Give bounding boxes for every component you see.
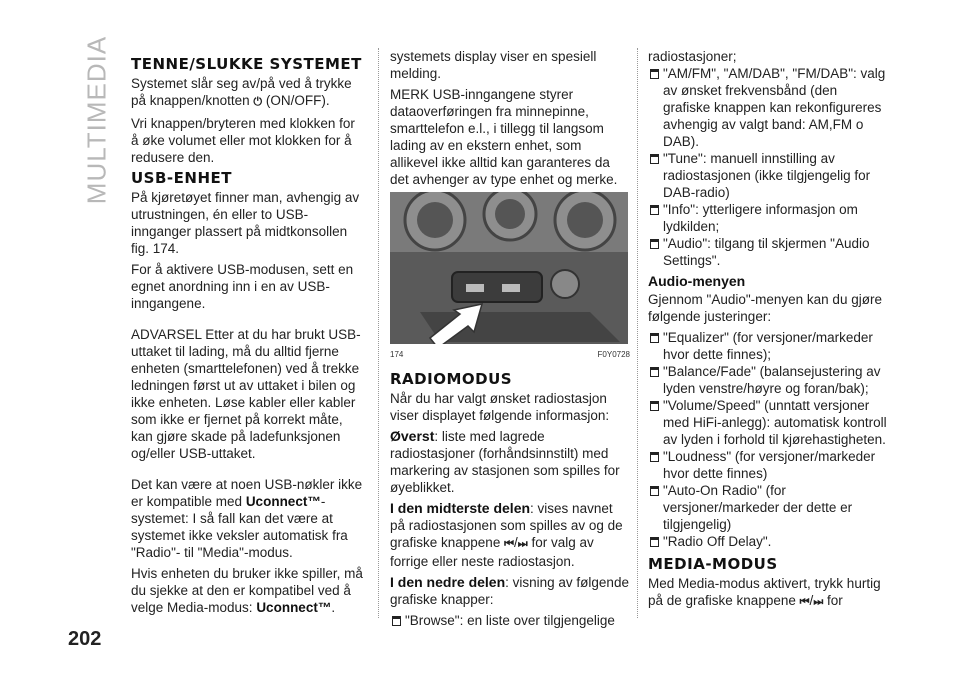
bullet-item: "Audio": tilgang til skjermen "Audio Settings". bbox=[648, 235, 888, 269]
figure-code: F0Y0728 bbox=[597, 350, 630, 359]
column-1 bbox=[131, 56, 366, 620]
paragraph: For å aktivere USB-modusen, sett en egnet anordning inn i en av USB-inngangene. bbox=[131, 262, 354, 311]
paragraph: Gjennom "Audio"-menyen kan du gjøre følgende justeringer: bbox=[648, 292, 882, 324]
next-icon: ⏭ bbox=[813, 596, 824, 608]
heading-radio: RADIOMODUS bbox=[390, 370, 513, 388]
paragraph: systemets display viser en spesiell melding. bbox=[390, 49, 597, 81]
page-number: 202 bbox=[68, 628, 102, 650]
column-3 bbox=[648, 48, 888, 615]
bullet-item: "Auto-On Radio" (for versjoner/markeder der dette er tilgjengelig) bbox=[648, 482, 888, 533]
bullet-item: "Loudness" (for versjoner/markeder hvor dette finnes) bbox=[648, 448, 888, 482]
bullet-item: "Tune": manuell innstilling av radiostasjonen (ikke tilgjengelig for DAB-radio) bbox=[648, 150, 888, 201]
figure-usb-console bbox=[390, 192, 628, 344]
previous-icon: ⏮ bbox=[504, 538, 514, 550]
heading-power: TENNE/SLUKKE SYSTEMET bbox=[131, 55, 362, 73]
paragraph: radiostasjoner; bbox=[648, 49, 737, 64]
bullet-item: "Volume/Speed" (unntatt versjoner med HiFi-anlegg): automatisk kontroll av lyden i forhold til kjørehastigheten. bbox=[648, 397, 888, 448]
paragraph: På kjøretøyet finner man, avhengig av utrustningen, én eller to USB-innganger plassert på midtkonsollen fig. 174. bbox=[131, 190, 360, 256]
heading-usb: USB-ENHET bbox=[131, 169, 232, 187]
next-icon: ⏭ bbox=[517, 538, 528, 550]
column-divider bbox=[378, 48, 379, 618]
heading-audio-menu: Audio-menyen bbox=[648, 273, 746, 289]
paragraph: Hvis enheten du bruker ikke spiller, må du sjekke at den er kompatibel ved å velge Media-modus: Uconnect™. bbox=[131, 566, 363, 615]
side-section-title: MULTIMEDIA bbox=[81, 35, 112, 205]
bullet-item: "Balance/Fade" (balansejustering av lyden venstre/høyre og foran/bak); bbox=[648, 363, 888, 397]
power-icon: ⏻ bbox=[253, 96, 263, 108]
bullet-item: "Browse": en liste over tilgjengelige bbox=[390, 612, 630, 629]
bullet-item: "AM/FM", "AM/DAB", "FM/DAB": valg av ønsket frekvensbånd (den grafiske knappen kan rekonfigureres avhengig av valgt band: AM,FM o DAB). bbox=[648, 65, 888, 150]
paragraph: Øverst: liste med lagrede radiostasjoner (forhåndsinnstilt) med markering av stasjonen som spilles for øyeblikket. bbox=[390, 428, 620, 495]
bullet-item: "Equalizer" (for versjoner/markeder hvor dette finnes); bbox=[648, 329, 888, 363]
usb-console-illustration bbox=[390, 192, 628, 344]
paragraph: I den midterste delen: vises navnet på radiostasjonen som spilles av og de grafiske knappene ⏮/⏭ for valg av forrige eller neste radiostasjon. bbox=[390, 500, 623, 569]
figure-number: 174 bbox=[390, 350, 404, 359]
paragraph: Med Media-modus aktivert, trykk hurtig på de grafiske knappene ⏮/⏭ for bbox=[648, 575, 888, 611]
paragraph: Det kan være at noen USB-nøkler ikke er kompatible med Uconnect™-systemet: I så fall kan det være at systemet ikke veksler automatisk fra "Radio"- til "Media"-modus. bbox=[131, 477, 363, 560]
paragraph: I den nedre delen: visning av følgende grafiske knapper: bbox=[390, 574, 629, 607]
paragraph: Vri knappen/bryteren med klokken for å øke volumet eller mot klokken for å redusere den. bbox=[131, 116, 355, 165]
figure-caption bbox=[390, 346, 630, 363]
heading-media: MEDIA-MODUS bbox=[648, 555, 778, 573]
column-2 bbox=[390, 48, 630, 629]
warning-paragraph: ADVARSEL Etter at du har brukt USB-uttaket til lading, må du alltid fjerne enheten (smarttelefonen) ved å trekke ledningen først ut av uttaket i bilen og ikke enheten. Løse kabler eller kabler som ikke er fjernet på korrekt måte, kan gjøre skade på ladefunksjonen og/eller USB-uttaket. bbox=[131, 327, 361, 461]
bullet-item: "Radio Off Delay". bbox=[648, 533, 888, 550]
bullet-item: "Info": ytterligere informasjon om lydkilden; bbox=[648, 201, 888, 235]
paragraph: Når du har valgt ønsket radiostasjon viser displayet følgende informasjon: bbox=[390, 391, 610, 423]
paragraph: Systemet slår seg av/på ved å trykke på knappen/knotten ⏻ (ON/OFF). bbox=[131, 75, 366, 111]
note-paragraph: MERK USB-inngangene styrer dataoverføringen fra minnepinne, smarttelefon e.l., i tillegg til langsom lading av en ekstern enhet, som allikevel ikke alltid kan garanteres da det avhenger av type enhet og merke. bbox=[390, 87, 618, 187]
column-divider bbox=[637, 48, 638, 618]
previous-icon: ⏮ bbox=[799, 596, 810, 608]
